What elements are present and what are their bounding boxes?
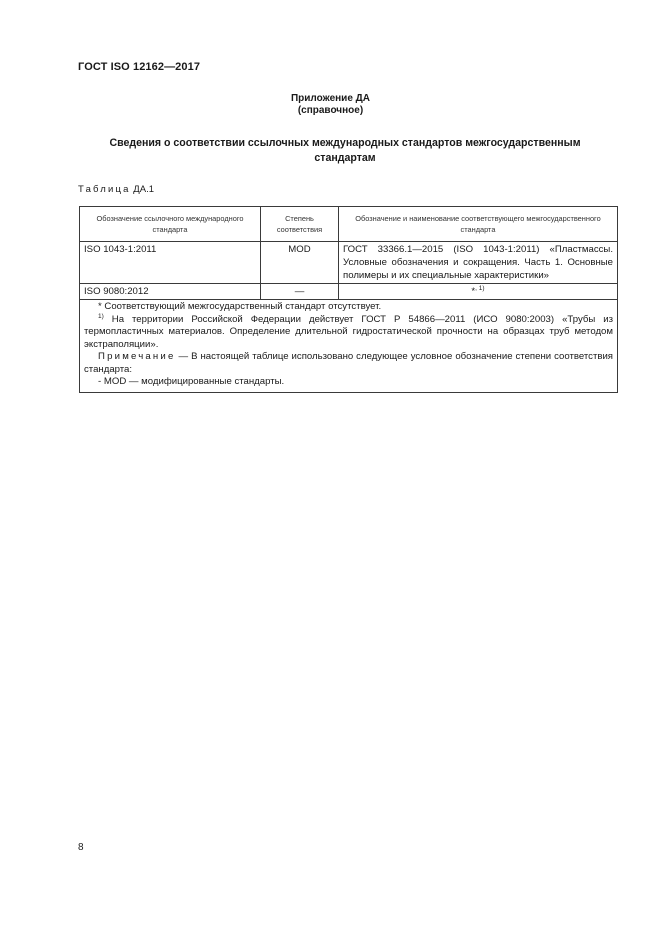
table-caption xyxy=(78,184,154,195)
note-text: — В настоящей таблице использовано следующее условное обозначение степени соответствия стандарта: xyxy=(84,351,613,375)
table-note xyxy=(84,351,613,376)
cell-standard: ISO 9080:2012 xyxy=(80,284,261,300)
footnote-1 xyxy=(84,314,613,352)
table-row xyxy=(80,242,618,284)
annex-title xyxy=(0,93,661,117)
cell-gost xyxy=(339,284,618,300)
note-label: Примечание xyxy=(98,351,176,362)
page-number: 8 xyxy=(78,842,84,853)
table-caption-word: Таблица xyxy=(78,184,131,195)
cell-degree: MOD xyxy=(261,242,339,284)
section-heading xyxy=(95,136,595,166)
reference-standards-table xyxy=(79,206,618,393)
annex-subtitle: (справочное) xyxy=(297,105,364,116)
table-row xyxy=(80,284,618,300)
cell-gost: ГОСТ 33366.1—2015 (ISO 1043-1:2011) «Пластмассы. Условные обозначения и сокращения. Часть 1. Основные полимеры и их специальные характеристики» xyxy=(339,242,618,284)
section-heading-line-1: Сведения о соответствии ссылочных международных стандартов межгосударственным xyxy=(109,137,581,149)
column-header-gost: Обозначение и наименование соответствующего межгосударственного стандарта xyxy=(339,207,618,242)
cell-gost-footnote-ref: , 1) xyxy=(475,285,485,292)
annex-label: Приложение ДА xyxy=(290,93,371,104)
cell-gost-mark: * xyxy=(471,286,476,297)
table-caption-number: ДА.1 xyxy=(133,184,154,195)
footnote-star: * Соответствующий межгосударственный стандарт отсутствует. xyxy=(98,301,382,312)
footnote-1-mark: 1) xyxy=(98,312,104,320)
cell-degree: — xyxy=(261,284,339,300)
table-footnotes xyxy=(80,300,618,393)
column-header-degree: Степень соответствия xyxy=(261,207,339,242)
note-legend: - MOD — модифицированные стандарты. xyxy=(98,376,285,387)
cell-standard: ISO 1043-1:2011 xyxy=(80,242,261,284)
section-heading-line-2: стандартам xyxy=(314,152,376,164)
footnote-1-text: На территории Российской Федерации действует ГОСТ Р 54866—2011 (ИСО 9080:2003) «Трубы из термопластичных материалов. Определение длительной гидростатической прочности на образцах труб методом экстраполяции». xyxy=(84,313,613,350)
table-header-row xyxy=(80,207,618,242)
document-header: ГОСТ ISO 12162—2017 xyxy=(78,61,201,73)
column-header-standard: Обозначение ссылочного международного стандарта xyxy=(80,207,261,242)
table-footnote-row xyxy=(80,300,618,393)
